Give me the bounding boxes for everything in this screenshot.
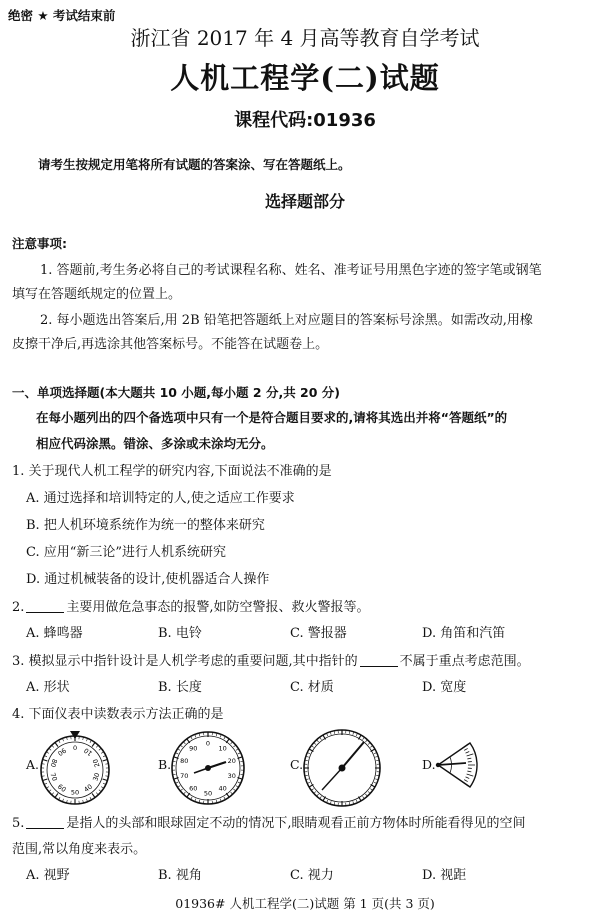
dial-tick: [467, 771, 471, 772]
dial-tick: [314, 791, 316, 793]
dial-tick-label: 60: [56, 782, 68, 794]
dial-tick: [231, 742, 233, 744]
q2-blank: [26, 600, 64, 613]
dial-tick: [467, 758, 471, 759]
dial-tick: [317, 740, 319, 742]
dial-tick: [464, 748, 467, 750]
q5-blank: [26, 816, 64, 829]
dial-tick: [463, 782, 469, 786]
q3-option-a: A. 形状: [26, 680, 70, 695]
q1-option-b: B. 把人机环境系统作为统一的整体来研究: [26, 518, 265, 533]
dial-tick-label: 70: [180, 772, 189, 781]
dial-c-pointer: [342, 742, 364, 768]
dial-tick: [55, 742, 58, 746]
note-line-3: 2. 每小题选出答案后,用 2B 铅笔把答题纸上对应题目的答案标号涂黑。如需改动,用橡: [40, 313, 533, 328]
dial-tick: [363, 796, 365, 798]
dial-tick: [103, 779, 108, 781]
dial-tick: [183, 792, 185, 794]
dial-tick: [180, 745, 182, 747]
dial-tick-label: 70: [48, 771, 59, 783]
q1-option-d: D. 通过机械装备的设计,使机器适合人操作: [26, 572, 270, 587]
dial-tick: [368, 791, 370, 793]
dial-tick: [233, 745, 235, 747]
dial-tick-label: 90: [56, 746, 68, 758]
dial-tick-label: 50: [203, 789, 213, 798]
q1-option-a: A. 通过选择和培训特定的人,使之适应工作要求: [26, 491, 295, 506]
dial-tick-label: 10: [82, 746, 94, 758]
dial-c: [300, 726, 384, 810]
q5-number: 5.: [12, 816, 25, 831]
dial-tick: [370, 746, 372, 748]
q1-option-c: C. 应用“新三论”进行人机系统研究: [26, 545, 227, 560]
dial-tick: [311, 746, 313, 748]
secret-mark: 绝密 ★ 考试结束前: [8, 8, 116, 23]
dial-tick: [49, 790, 51, 792]
dial-tick-label: 20: [227, 756, 236, 765]
dial-tick: [52, 745, 54, 747]
dial-tick: [180, 789, 182, 791]
dial-tick: [43, 779, 48, 781]
dial-a: [36, 728, 114, 808]
q2-stem: [12, 596, 370, 615]
dial-tick: [467, 774, 474, 776]
dial-tick: [52, 793, 54, 795]
note-line-1: 1. 答题前,考生务必将自己的考试课程名称、姓名、准考证号用黑色字迹的签字笔或钢笔: [40, 263, 542, 278]
q5-option-d: D. 视距: [422, 868, 467, 883]
part1-heading: 一、单项选择题(本大题共 10 小题,每小题 2 分,共 20 分): [12, 385, 341, 400]
q5-option-a: A. 视野: [26, 868, 70, 883]
q3-option-b: B. 长度: [158, 680, 202, 695]
dial-tick: [370, 789, 372, 791]
q5-option-c: C. 视力: [290, 868, 334, 883]
dial-tick: [368, 743, 370, 745]
q2-option-d: D. 角笛和汽笛: [422, 626, 506, 641]
q3-stem-post: 不属于重点考虑范围。: [399, 654, 530, 669]
dial-tick: [320, 796, 322, 798]
dial-tick-label: 10: [218, 744, 227, 753]
dial-tick: [183, 742, 185, 744]
dial-tick: [96, 745, 98, 747]
dial-tick: [320, 737, 322, 739]
dial-tick: [96, 793, 98, 795]
dial-tick: [463, 744, 469, 748]
dial-tick-label: 0: [205, 739, 211, 748]
q4-stem: 4. 下面仪表中读数表示方法正确的是: [12, 707, 224, 722]
note-line-4: 皮擦干净后,再选涂其他答案标号。不能答在试题卷上。: [12, 337, 329, 352]
dial-tick: [92, 793, 95, 797]
q2-option-b: B. 电铃: [158, 626, 202, 641]
dial-tick-label: 30: [227, 772, 236, 781]
page-footer: 01936# 人机工程学(二)试题 第 1 页(共 3 页): [175, 896, 435, 911]
dial-d-pointer: [438, 763, 466, 765]
dial-tick: [55, 793, 58, 797]
q2-number: 2.: [12, 600, 25, 615]
q4-option-c: C.: [290, 757, 304, 772]
q3-stem: [12, 650, 530, 669]
dial-tick: [233, 789, 235, 791]
dial-tick-label: 0: [72, 743, 78, 752]
section-title: 选择题部分: [264, 192, 345, 211]
q5-stem-text: 是指人的头部和眼球固定不动的情况下,眼睛观看正前方物体时所能看得见的空间: [66, 816, 526, 831]
q5-option-b: B. 视角: [158, 868, 202, 883]
dial-tick-label: 80: [180, 756, 189, 765]
dial-tick: [92, 742, 95, 746]
dial-tick: [311, 789, 313, 791]
notes-heading: 注意事项:: [12, 236, 67, 251]
q5-stem-line2: 范围,常以角度来表示。: [12, 842, 147, 857]
dial-tick: [466, 777, 470, 779]
dial-tick-label: 30: [91, 771, 102, 783]
dial-tick: [43, 759, 48, 761]
q2-option-c: C. 警报器: [290, 626, 347, 641]
page-title: 人机工程学(二)试题: [170, 61, 440, 95]
q3-stem-pre: 3. 模拟显示中指针设计是人机学考虑的重要问题,其中指针的: [12, 654, 358, 669]
q2-option-a: A. 蜂鸣器: [26, 626, 83, 641]
q3-option-c: C. 材质: [290, 680, 334, 695]
part1-desc-1: 在每小题列出的四个备选项中只有一个是符合题目要求的,请将其选出并将“答题纸”的: [36, 410, 508, 425]
note-line-2: 填写在答题纸规定的位置上。: [12, 287, 182, 302]
q3-blank: [360, 654, 398, 667]
dial-tick: [363, 737, 365, 739]
dial-tick: [103, 759, 108, 761]
dial-d: [432, 736, 482, 794]
q4-option-b: B.: [158, 757, 172, 772]
dial-tick: [365, 794, 367, 796]
dial-tick: [99, 790, 101, 792]
dial-b: [168, 728, 248, 808]
dial-tick-label: 20: [91, 757, 102, 769]
dial-tick: [365, 740, 367, 742]
dial-tick-label: 90: [189, 744, 198, 753]
q5-stem: [12, 812, 526, 831]
q1-stem: 1. 关于现代人机工程学的研究内容,下面说法不准确的是: [12, 464, 332, 479]
dial-tick: [317, 794, 319, 796]
dial-tick-label: 80: [48, 757, 59, 769]
dial-tick: [231, 792, 233, 794]
dial-tick: [467, 754, 474, 756]
dial-tick-label: 50: [70, 788, 80, 797]
exam-line: 浙江省 2017 年 4 月高等教育自学考试: [130, 26, 480, 50]
q2-stem-text: 主要用做危急事态的报警,如防空警报、救火警报等。: [66, 600, 370, 615]
dial-tick-label: 40: [82, 782, 94, 794]
dial-tick: [49, 748, 51, 750]
course-code: 课程代码:01936: [234, 110, 376, 131]
dial-tick: [99, 748, 101, 750]
dial-tick: [466, 752, 470, 754]
q3-option-d: D. 宽度: [422, 680, 467, 695]
dial-tick-label: 60: [189, 784, 198, 793]
q4-option-d: D.: [422, 757, 436, 772]
dial-tick: [464, 780, 467, 782]
part1-desc-2: 相应代码涂黑。错涂、多涂或未涂均无分。: [36, 436, 274, 451]
dial-tick: [314, 743, 316, 745]
dial-tick-label: 40: [218, 784, 227, 793]
q4-option-a: A.: [26, 757, 40, 772]
instruction: 请考生按规定用笔将所有试题的答案涂、写在答题纸上。: [38, 157, 351, 172]
